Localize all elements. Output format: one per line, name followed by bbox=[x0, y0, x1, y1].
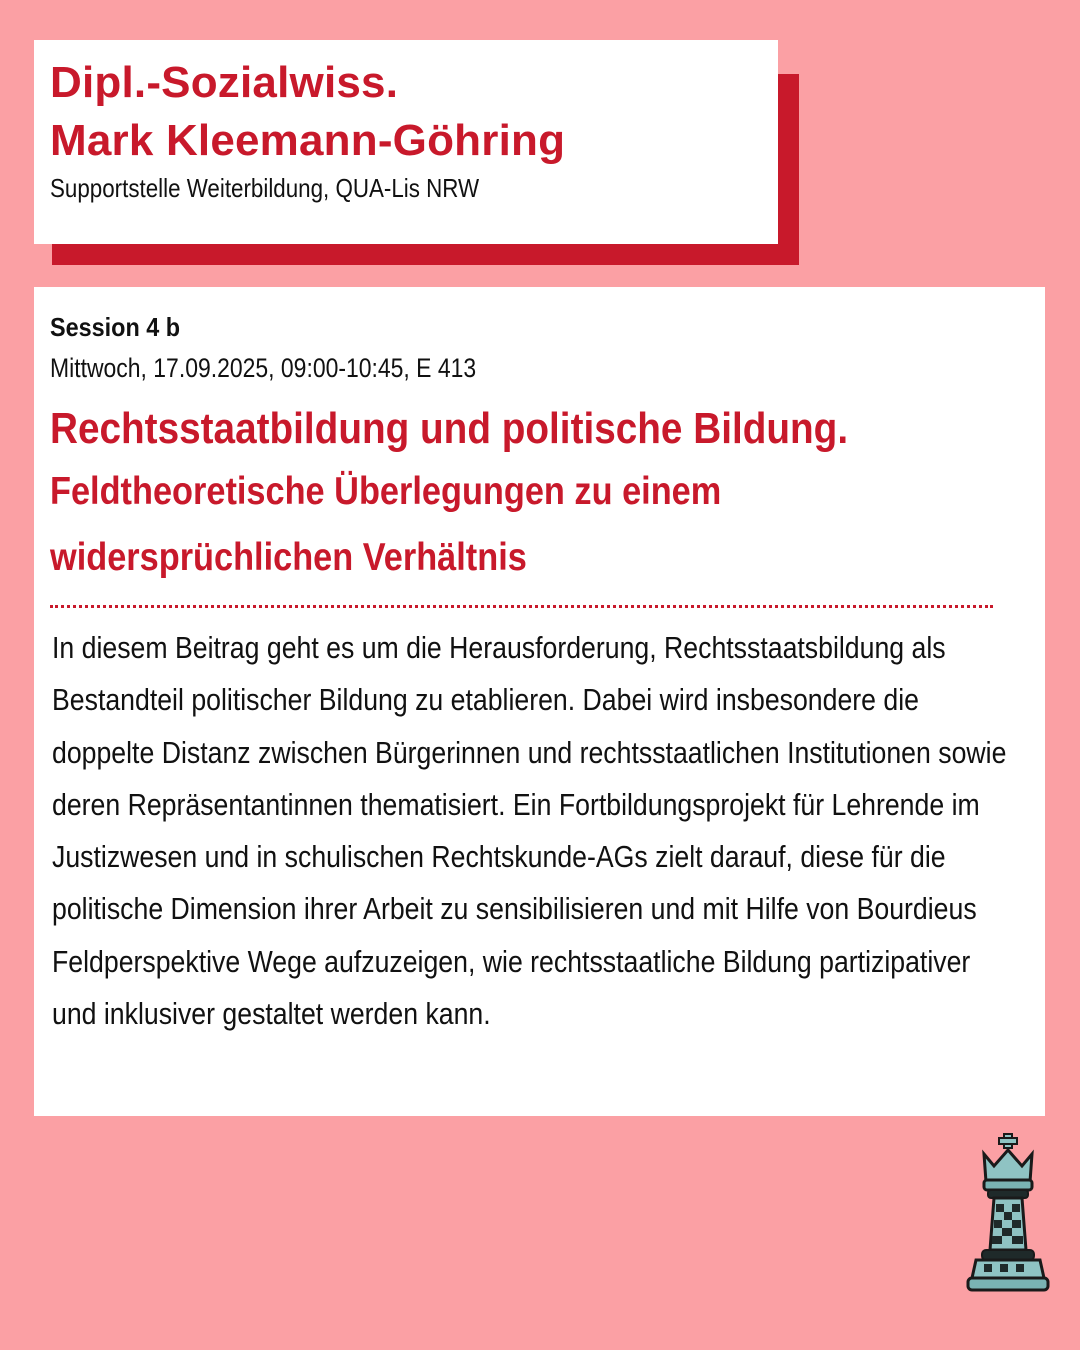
speaker-card bbox=[34, 40, 778, 244]
speaker-affiliation: Supportstelle Weiterbildung, QUA-Lis NRW bbox=[50, 173, 480, 203]
talk-subtitle: Feldtheoretische Überlegungen zu einem widersprüchlichen Verhältnis bbox=[50, 470, 722, 579]
session-label: Session 4 b bbox=[50, 312, 181, 342]
talk-title: Rechtsstaatbildung und politische Bildung. bbox=[50, 404, 849, 453]
dotted-divider bbox=[50, 605, 993, 608]
session-datetime-room: Mittwoch, 17.09.2025, 09:00-10:45, E 413 bbox=[50, 353, 477, 383]
session-card bbox=[34, 287, 1045, 1116]
speaker-name: Mark Kleemann-Göhring bbox=[50, 116, 566, 165]
speaker-academic-title: Dipl.-Sozialwiss. bbox=[50, 58, 399, 107]
chess-queen-icon bbox=[964, 1132, 1052, 1296]
talk-abstract: In diesem Beitrag geht es um die Herausforderung, Rechtsstaatsbildung als Bestandteil politischer Bildung zu etablieren. Dabei wird insbesondere die doppelte Distanz zwischen Bürgerinnen und rechtsstaatlichen Institutionen sowie deren Repräsentantinnen thematisiert. Ein Fortbildungsprojekt für Lehrende im Justizwesen und in schulischen Rechtskunde-AGs zielt darauf, diese für die politische Dimension ihrer Arbeit zu sensibilisieren und mit Hilfe von Bourdieus Feldperspektive Wege aufzuzeigen, wie rechtsstaatliche Bildung partizipativer und inklusiver gestaltet werden kann. bbox=[52, 630, 1007, 1032]
